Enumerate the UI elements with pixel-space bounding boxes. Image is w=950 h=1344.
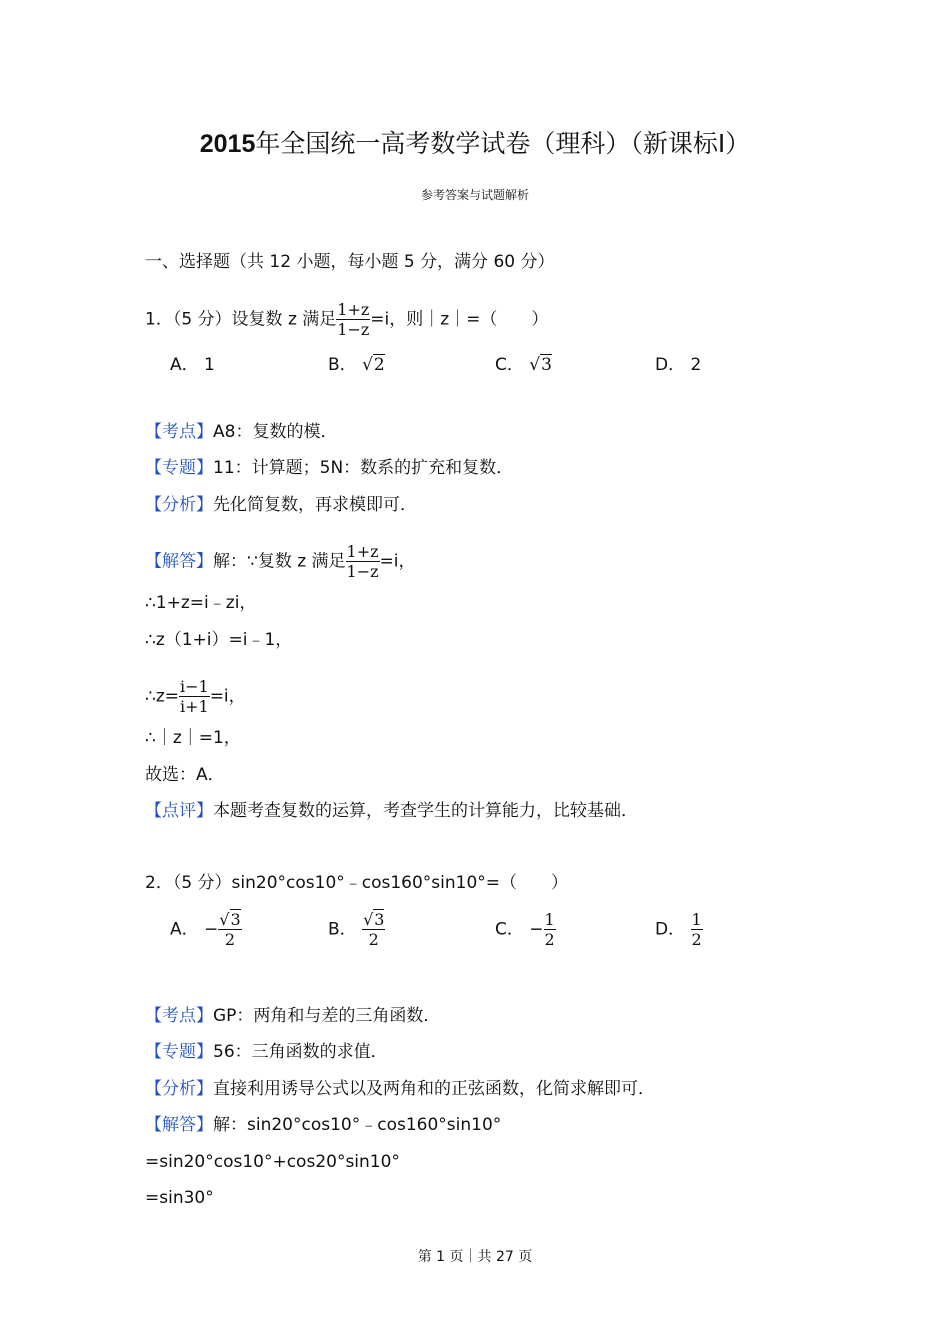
- q1-option-d: D． 2: [655, 355, 702, 375]
- page-footer: 第 1 页｜共 27 页: [417, 1249, 533, 1265]
- q2-option-a: A． − $\frac{√3}{2}$: [170, 910, 241, 949]
- q1-step4: ∴｜z｜=1，: [145, 728, 241, 748]
- q1-step3: ∴z= $\frac{i-1}{i+1}$ =i，: [145, 677, 246, 716]
- subtitle: 参考答案与试题解析: [420, 188, 529, 202]
- q1-kaodian: 【考点】A8：复数的模．: [145, 422, 338, 442]
- q2-option-c: C． − $\frac{1}{2}$: [495, 910, 555, 949]
- q1-fenxi: 【分析】先化简复数，再求模即可．: [145, 495, 417, 515]
- q2-option-d: D． $\frac{1}{2}$: [655, 910, 702, 949]
- q1-option-a: A． 1: [170, 355, 215, 375]
- q1-jieda: 【解答】解：∵复数 z 满足 $\frac{1+z}{1-z}$ =i，: [145, 542, 416, 581]
- q1-zhuanti: 【专题】11：计算题；5N：数系的扩充和复数．: [145, 458, 514, 478]
- section-heading: 一、选择题（共 12 小题，每小题 5 分，满分 60 分）: [145, 252, 555, 272]
- q2-fenxi: 【分析】直接利用诱导公式以及两角和的正弦函数，化简求解即可．: [145, 1079, 655, 1099]
- q2-zhuanti: 【专题】56：三角函数的求值．: [145, 1042, 388, 1062]
- q1-step2: ∴z（1+i）=i﹣1，: [145, 630, 293, 650]
- q1-dianping: 【点评】本题考查复数的运算，考查学生的计算能力，比较基础．: [145, 801, 638, 821]
- q1-choice: 故选：A．: [145, 765, 225, 785]
- q2-kaodian: 【考点】GP：两角和与差的三角函数．: [145, 1006, 441, 1026]
- q2-option-b: B． $\frac{√3}{2}$: [328, 910, 385, 949]
- q2-step2: =sin30°: [145, 1188, 214, 1208]
- q2-step1: =sin20°cos10°+cos20°sin10°: [145, 1152, 400, 1172]
- q1-stem: 1．（5 分）设复数 z 满足 $\frac{1+z}{1-z}$ =i，则｜z｜=（ ）: [145, 300, 549, 339]
- q1-step1: ∴1+z=i﹣zi，: [145, 593, 257, 613]
- q2-jieda: 【解答】解：sin20°cos10°﹣cos160°sin10°: [145, 1115, 502, 1135]
- q2-stem: 2．（5 分）sin20°cos10°﹣cos160°sin10°=（ ）: [145, 873, 569, 893]
- q1-option-c: C． √3: [495, 355, 552, 375]
- q1-option-b: B． √2: [328, 355, 385, 375]
- page-title: 2015年全国统一高考数学试卷（理科）（新课标Ⅰ）: [199, 129, 751, 158]
